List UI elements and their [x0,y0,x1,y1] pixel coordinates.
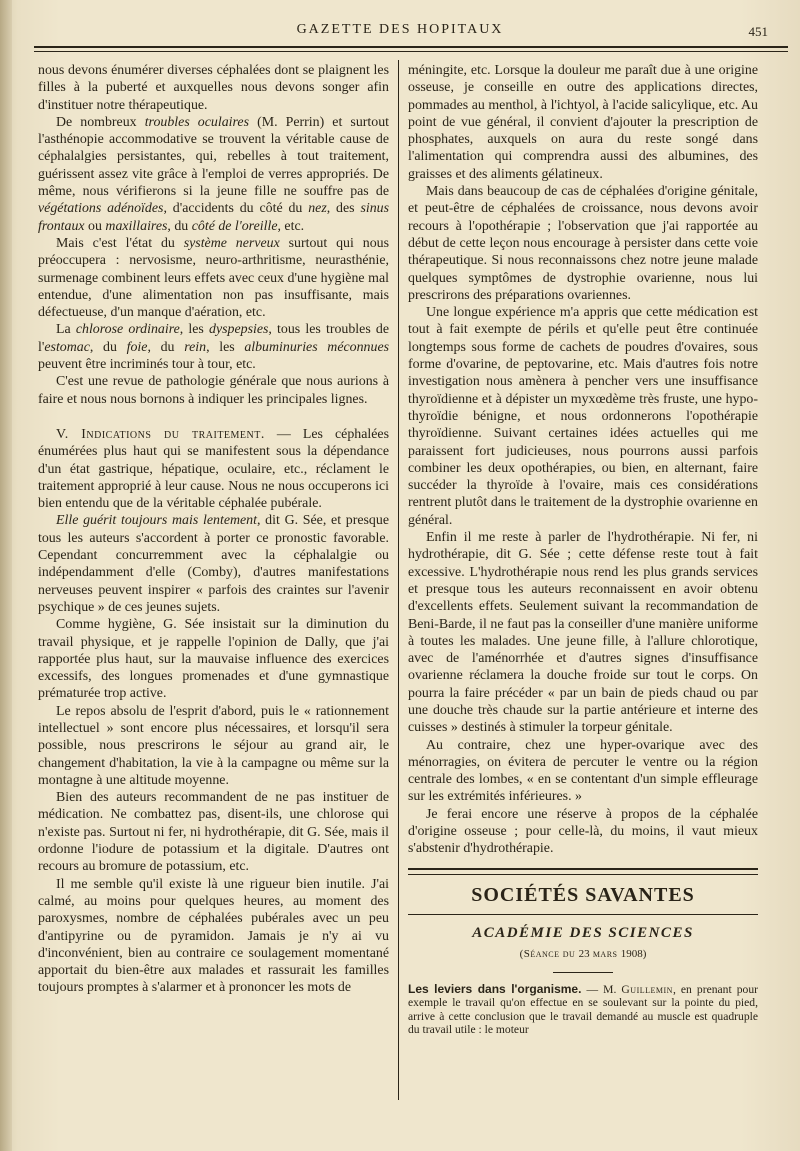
paragraph: Enfin il me reste à parler de l'hydrothérapie. Ni fer, ni hydrothérapie, dit G. Sée ; cette défense reste tout à fait excessive. L'hydrothérapie nous rend les plus grands services et presque tous les auteurs reconnaissent en avoir obtenu d'excellents effets. Seulement suivant la recommandation de Beni-Barde, il ne faut pas la conseiller d'une manière uniforme à toutes les malades. Une jeune fille, à l'allure chlorotique, avec de l'aménorrhée et d'autres signes d'insuffisance ovarienne réclamera la douche froide sur tout le corps. On pourra la faire précéder « par un bain de pieds chaud ou par une douche très chaude sur la partie antérieure et interne des cuisses » destinés à stimuler la torpeur génitale. [408,530,758,736]
journal-title: GAZETTE DES HOPITAUX [296,22,504,37]
paragraph: Au contraire, chez une hyper-ovarique avec des ménorragies, on évitera de percuter le ventre ou la région centrale des lombes, « en se contentant d'un simple effleurage sur les extrémités inférieures. » [408,737,758,805]
left-column [38,62,389,997]
paragraph: méningite, etc. Lorsque la douleur me paraît due à une origine osseuse, je conseille en outre des applications directes, pommades au menthol, à l'ichtyol, à l'acide salicylique, etc. Au point de vue général, il convient d'ajouter la prescription de phosphates, auxquels on aura du reste songé dans l'alimentation qui comprendra aussi des albumines, des graisses et des aliments gélatineux. [408,63,758,182]
page-binding-edge [0,0,12,1151]
paragraph: Je ferai encore une réserve à propos de la céphalée d'origine osseuse ; pour celle-là, du moins, il vaut mieux s'abstenir d'hydrothérapie. [408,806,758,857]
column-divider [398,60,399,1100]
paragraph: Elle guérit toujours mais lentement, dit G. Sée, et presque tous les auteurs s'accordent à porter ce pronostic favorable. Cependant concurremment avec la céphalalgie ou indépendamment d'elle (Comby), d'autres manifestations nerveuses peuvent inspirer « parfois des craintes sur l'avenir psychique » de ces jeunes sujets. [38,513,389,615]
section-heading-paragraph: V. Indications du traitement. — Les céphalées énumérées plus haut qui se manifestent sous la dépendance d'un état gastrique, hépatique, oculaire, etc., réclament le traitement approprié à leur cause. Nous ne nous occuperons ici bien entendu que de la véritable céphalée pubérale. [38,426,389,512]
header-rule-thick [34,46,788,48]
paragraph: Mais dans beaucoup de cas de céphalées d'origine génitale, et peut-être de céphalées de croissance, nous devons avoir recours à l'opothérapie ; l'observation que j'ai rapportée au début de cette leçon nous encourage à persister dans cette voie thérapeutique. Si nous reconnaissons chez notre jeune malade quelques symptômes de dystrophie ovarienne, nous lui prescrirons des préparations ovariennes. [408,184,758,303]
abstract-paragraph: Les leviers dans l'organisme. — M. Guillemin, en prenant pour exemple le travail qu'on effectue en se soulevant sur la pointe du pied, arrive à cette conclusion que le travail demandé au muscle est quadruple du travail utile : le moteur [408,981,758,1037]
page-number: 451 [748,24,768,39]
header-rule-thin [34,51,788,52]
right-column [408,62,758,1037]
short-rule [553,972,613,973]
paragraph: De nombreux troubles oculaires (M. Perrin) et surtout l'asthénopie accommodative se trouvent la véritable cause de céphalalgies persistantes, qui, rebelles à tout traitement, guérissent assez vite grâce à l'emploi de verres appropriés. De même, nous vérifierons si la jeune fille ne souffre pas de végétations adénoïdes, d'accidents du côté du nez, des sinus frontaux ou maxillaires, du côté de l'oreille, etc. [38,114,389,234]
paragraph: Il me semble qu'il existe là une rigueur bien inutile. J'ai calmé, au moins pour quelques heures, au moment des paroxysmes, nombre de céphalées pubérales avec un peu d'antipyrine ou de pyramidon. Jamais je n'y ai vu d'inconvénient, bien au contraire ce soulagement momentané apportait du bien-être aux malades et rassurait les familles toujours promptes à s'alarmer et à prononcer les mots de [38,876,389,996]
section-heading: V. Indications du traitement. [56,426,265,442]
section-separator [408,914,758,915]
subsection-title-academie: ACADÉMIE DES SCIENCES [472,924,694,941]
abstract-title: Les leviers dans l'organisme. [408,981,582,996]
paragraph: Comme hygiène, G. Sée insistait sur la diminution du travail physique, et je rappelle l'opinion de Dally, que j'ai rapportée plus haut, sur la mauvaise influence des exercices excessifs, des longues promenades et d'une gymnastique prématurée trop active. [38,617,389,702]
paragraph: nous devons énumérer diverses céphalées dont se plaignent les filles à la puberté et auxquelles nous devons songer afin d'instituer notre thérapeutique. [38,63,389,113]
paragraph: C'est une revue de pathologie générale que nous aurions à faire et nous nous bornons à indiquer les principales lignes. [38,374,389,407]
paragraph: Le repos absolu de l'esprit d'abord, puis le « rationnement intellectuel » sont encore plus nécessaires, et lorsqu'il sera possible, nous prescrirons le séjour au grand air, le changement d'habitation, la vie à la campagne ou même sur la montagne à une altitude moyenne. [38,703,389,788]
author-name: Guillemin [621,982,673,996]
paragraph: La chlorose ordinaire, les dyspepsies, tous les troubles de l'estomac, du foie, du rein, les albuminuries méconnues peuvent être incriminés tour à tour, etc. [38,322,390,373]
section-title-societes: SOCIÉTÉS SAVANTES [471,883,695,906]
paragraph: Bien des auteurs recommandent de ne pas instituer de médication. Ne combattez pas, disent-ils, une chlorose qui n'existe pas. Surtout ni fer, ni hydrothérapie, dit G. Sée, mais il ordonne l'iodure de potassium et la digitale. D'autres ont recours au bromure de potassium, etc. [38,790,389,875]
paragraph: Une longue expérience m'a appris que cette médication est tout à fait exempte de périls et qu'elle peut être continuée longtemps sous forme de cachets de poudres d'ovaires, sous forme d'ovarine, de peptovarine, etc. Mais d'autres fois notre investigation nous amènera à pencher vers une insuffisance thyroïdienne et à dépister un myxœdème très fruste, une hypo-thyroïdie bénigne, et nous ordonnerons l'opothérapie thyroïdienne. Suivant certaines idées actuelles qui me paraissent fort judicieuses, nous pourrons aussi parfois combiner les deux opothérapies, ou bien, en alternant, faire succéder la thyroïde à l'ovaire, mais ces considérations rentrent plutôt dans le traitement de la dystrophie ovarienne en général. [408,305,758,528]
session-date: (Séance du 23 mars 1908) [519,948,647,961]
paragraph: Mais c'est l'état du système nerveux surtout qui nous préoccupera : nervosisme, neuro-arthritisme, neurasthénie, surmenage combinent leurs effets avec ceux d'une hygiène mal entendue, d'une alimentation non pas insuffisante, mais défectueuse, d'un manque d'aération, etc. [38,235,389,321]
section-separator [408,868,758,875]
